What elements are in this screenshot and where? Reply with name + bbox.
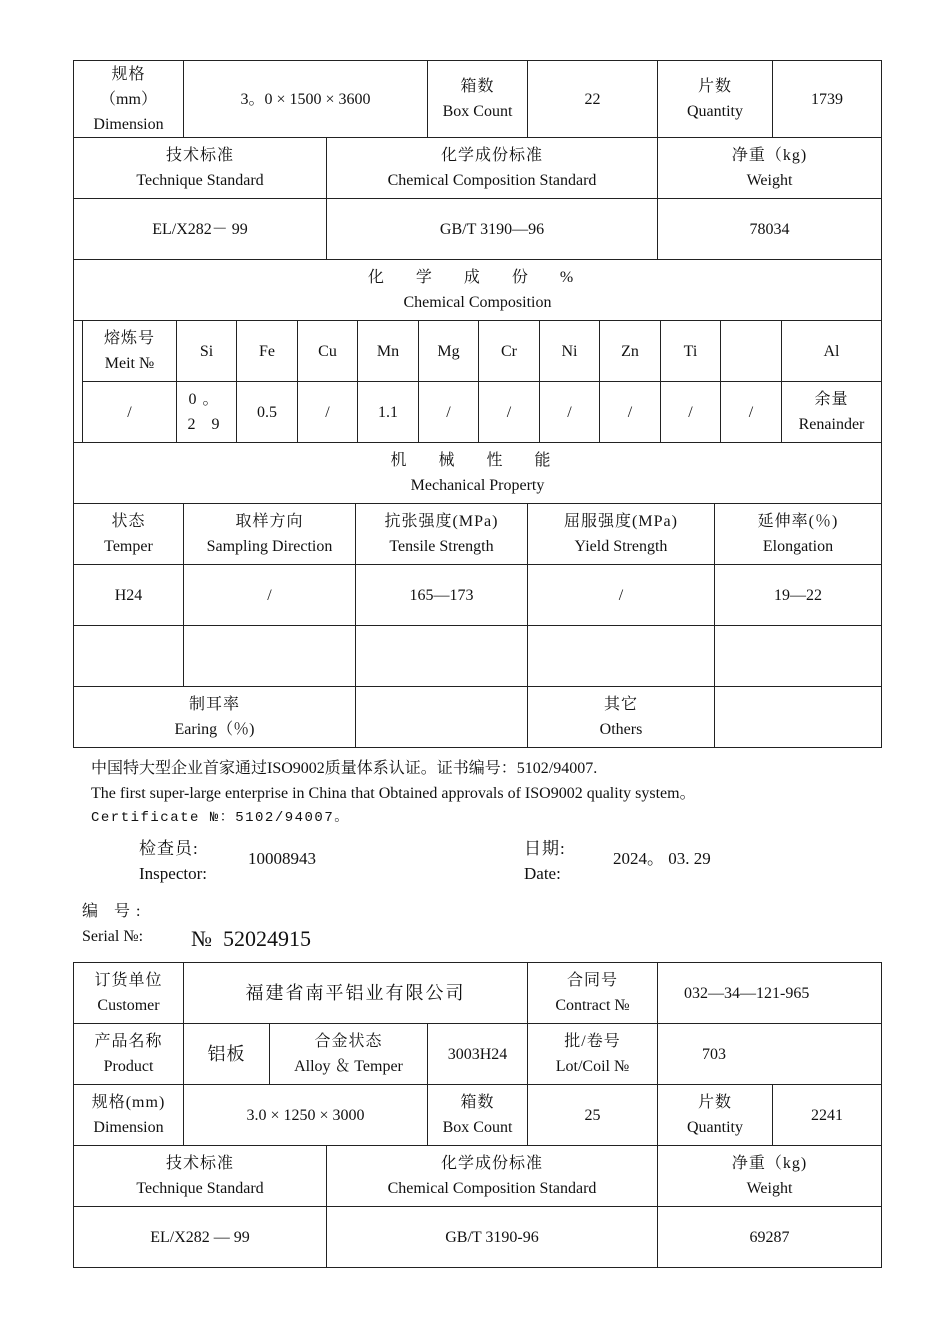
contract-label: 合同号 Contract № xyxy=(528,963,658,1024)
element-header: Fe xyxy=(237,321,298,382)
top-spec-table xyxy=(73,60,882,321)
quantity-label-cell: 片数 Quantity xyxy=(658,61,773,138)
empty-cell xyxy=(74,626,184,687)
iso-note-zh: 中国特大型企业首家通过ISO9002质量体系认证。证书编号：5102/94007. xyxy=(91,760,598,777)
box-count-value: 22 xyxy=(528,61,658,138)
melt-number-label: 熔炼号 Meit № xyxy=(83,321,177,382)
dimension-label-cell: 规格 （mm） Dimension xyxy=(74,61,184,138)
element-value: / xyxy=(721,382,782,443)
melt-number-value: / xyxy=(83,382,177,443)
empty-cell xyxy=(715,626,882,687)
lot-label: 批/卷号 Lot/Coil № xyxy=(528,1024,658,1085)
element-header: Cr xyxy=(479,321,540,382)
yield-strength-value: / xyxy=(528,565,715,626)
tensile-strength-header: 抗张强度(MPa) Tensile Strength xyxy=(356,504,528,565)
bottom-spec-table xyxy=(73,962,882,1268)
box-count-label: 箱数 Box Count xyxy=(428,1085,528,1146)
element-value: / xyxy=(479,382,540,443)
sampling-direction-value: / xyxy=(184,565,356,626)
box-count-value: 25 xyxy=(528,1085,658,1146)
chem-standard-label: 化学成份标准 Chemical Composition Standard xyxy=(327,1146,658,1207)
weight-value: 69287 xyxy=(658,1207,882,1268)
inspector-value: 10008943 xyxy=(248,849,316,868)
empty-cell xyxy=(184,626,356,687)
chem-composition-title: 化 学 成 份 % Chemical Composition xyxy=(74,260,882,321)
element-header: Ti xyxy=(661,321,721,382)
chem-standard-label: 化学成份标准 Chemical Composition Standard xyxy=(327,138,658,199)
lot-value: 703 xyxy=(658,1024,882,1085)
product-label: 产品名称 Product xyxy=(74,1024,184,1085)
customer-value: 福建省南平铝业有限公司 xyxy=(184,963,528,1024)
empty-cell xyxy=(356,626,528,687)
element-header: Si xyxy=(177,321,237,382)
inspector-label: 检查员: Inspector: xyxy=(139,839,207,883)
dimension-value: 3。0 × 1500 × 3600 xyxy=(184,61,428,138)
tensile-strength-value: 165—173 xyxy=(356,565,528,626)
element-header: Zn xyxy=(600,321,661,382)
chem-standard-value: GB/T 3190-96 xyxy=(327,1207,658,1268)
technique-standard-label: 技术标准 Technique Standard xyxy=(74,138,327,199)
contract-value: 032—34—121-965 xyxy=(658,963,882,1024)
others-label: 其它 Others xyxy=(528,687,715,748)
serial-value: № 52024915 xyxy=(191,926,311,951)
chem-standard-value: GB/T 3190—96 xyxy=(327,199,658,260)
weight-label: 净重（kg) Weight xyxy=(658,138,882,199)
dimension-label: 规格(mm) Dimension xyxy=(74,1085,184,1146)
weight-label: 净重（kg) Weight xyxy=(658,1146,882,1207)
alloy-label: 合金状态 Alloy ＆ Temper xyxy=(270,1024,428,1085)
element-value: 0.5 xyxy=(237,382,298,443)
chem-composition-table xyxy=(82,320,882,443)
product-value: 铝板 xyxy=(184,1024,270,1085)
others-value xyxy=(715,687,882,748)
serial-label: 编 号: Serial №: xyxy=(82,903,147,945)
weight-value: 78034 xyxy=(658,199,882,260)
yield-strength-header: 屈服强度(MPa) Yield Strength xyxy=(528,504,715,565)
temper-header: 状态 Temper xyxy=(74,504,184,565)
temper-value: H24 xyxy=(74,565,184,626)
element-header: Mg xyxy=(419,321,479,382)
customer-label: 订货单位 Customer xyxy=(74,963,184,1024)
element-header xyxy=(721,321,782,382)
earing-value xyxy=(356,687,528,748)
technique-standard-value: EL/X282 — 99 xyxy=(74,1207,327,1268)
element-value: / xyxy=(661,382,721,443)
al-value: 余量 Renainder xyxy=(782,382,882,443)
dimension-value: 3.0 × 1250 × 3000 xyxy=(184,1085,428,1146)
quantity-value: 2241 xyxy=(773,1085,882,1146)
technique-standard-label: 技术标准 Technique Standard xyxy=(74,1146,327,1207)
earing-label: 制耳率 Earing（％) xyxy=(74,687,356,748)
empty-cell xyxy=(528,626,715,687)
alloy-value: 3003H24 xyxy=(428,1024,528,1085)
elongation-value: 19—22 xyxy=(715,565,882,626)
element-value: / xyxy=(419,382,479,443)
technique-standard-value: EL/X282－ 99 xyxy=(74,199,327,260)
element-header: Ni xyxy=(540,321,600,382)
iso-note-en: The first super-large enterprise in China that Obtained approvals of ISO9002 quality system。 xyxy=(91,785,696,802)
mechanical-title: 机 械 性 能 Mechanical Property xyxy=(74,443,882,504)
date-label: 日期: Date: xyxy=(524,839,566,883)
element-value: / xyxy=(298,382,358,443)
element-value: / xyxy=(600,382,661,443)
date-value: 2024。 03. 29 xyxy=(613,849,711,868)
sampling-direction-header: 取样方向 Sampling Direction xyxy=(184,504,356,565)
element-header: Al xyxy=(782,321,882,382)
quantity-value: 1739 xyxy=(773,61,882,138)
element-header: Mn xyxy=(358,321,419,382)
element-value: / xyxy=(540,382,600,443)
box-count-label-cell: 箱数 Box Count xyxy=(428,61,528,138)
element-value: 1.1 xyxy=(358,382,419,443)
certificate-number: Certificate №：5102/94007。 xyxy=(91,810,350,826)
left-margin-line xyxy=(73,320,74,442)
element-value: 0。2 9 xyxy=(177,382,237,443)
elongation-header: 延伸率(％) Elongation xyxy=(715,504,882,565)
element-header: Cu xyxy=(298,321,358,382)
mechanical-table xyxy=(73,442,882,748)
quantity-label: 片数 Quantity xyxy=(658,1085,773,1146)
